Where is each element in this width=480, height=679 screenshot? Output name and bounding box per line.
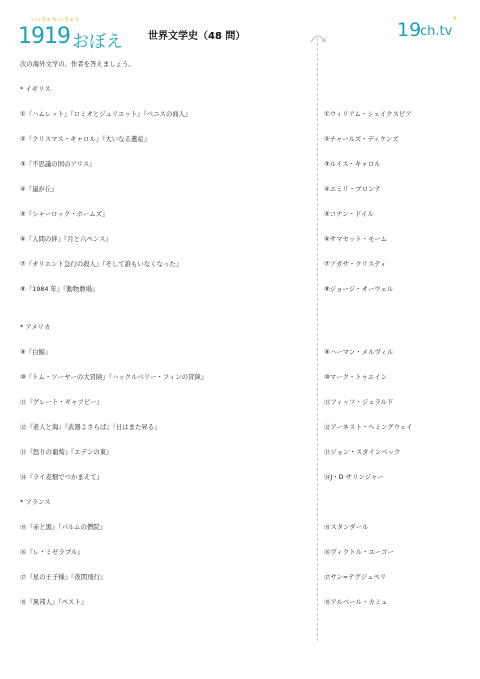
answer-row <box>324 397 393 406</box>
question-row <box>20 572 106 581</box>
question-text: 『怒りの葡萄』『エデンの東』 <box>26 448 113 456</box>
question-text: 『嵐が丘』 <box>25 185 58 193</box>
brand-suffix: ch.tv <box>420 24 453 39</box>
fold-line <box>317 38 318 641</box>
question-number: ⑭ <box>20 473 27 481</box>
oboe-logo <box>18 17 138 52</box>
answer-number: ③ <box>324 160 330 168</box>
answer-number: ⑩ <box>324 373 330 381</box>
question-number: ⑧ <box>20 285 26 293</box>
answer-text: スタンダール <box>330 523 369 531</box>
instruction-text: 次の海外文学の、作者を答えましょう。 <box>20 60 135 68</box>
answer-text: ウィリアム・シェイクスピア <box>329 110 412 118</box>
question-text: 『不思議の国のアリス』 <box>25 160 96 168</box>
question-number: ⑨ <box>20 348 26 356</box>
question-row <box>20 234 112 243</box>
answer-number: ② <box>324 135 330 143</box>
answer-row <box>324 472 384 481</box>
question-text: 『グレート・ギャツビー』 <box>26 398 103 406</box>
question-row <box>20 397 103 406</box>
logo-kana: おぼえ <box>72 32 123 52</box>
question-number: ④ <box>20 185 26 193</box>
answer-text: マーク・トゥエイン <box>329 373 388 381</box>
question-row <box>20 109 191 118</box>
answer-row <box>324 547 394 556</box>
answer-text: フィッツ・ジェラルド <box>330 398 394 406</box>
answer-row <box>324 572 386 581</box>
question-row <box>20 209 109 218</box>
question-row <box>20 347 51 356</box>
answer-number: ⑤ <box>324 210 330 218</box>
answer-row <box>324 159 380 168</box>
question-text: 『クリスマス・キャロル』『大いなる遺産』 <box>25 135 151 143</box>
answer-text: チャールズ・ディケンズ <box>329 135 399 143</box>
question-number: ⑩ <box>20 373 26 381</box>
question-number: ⑫ <box>20 423 27 431</box>
question-text: 『シャーロック・ホームズ』 <box>25 210 109 218</box>
answer-text: サマセット・モーム <box>329 235 387 243</box>
question-number: ⑱ <box>20 598 27 606</box>
answer-number: ⑧ <box>324 285 330 293</box>
question-row <box>20 159 96 168</box>
answer-row <box>324 372 387 381</box>
question-number: ⑯ <box>20 548 27 556</box>
answer-number: ⑫ <box>324 423 331 431</box>
question-row <box>20 184 58 193</box>
lightning-icon: ⚡ <box>452 14 458 23</box>
answer-number: ④ <box>324 185 330 193</box>
question-text: 『ライ麦畑でつかまえて』 <box>26 473 103 481</box>
question-text: 『星の王子様』『夜間飛行』 <box>26 573 107 581</box>
answer-row <box>324 347 393 356</box>
question-text: 『トム・ソーヤーの大冒険』『ハックルベリー・フィンの冒険』 <box>25 373 208 381</box>
answer-number: ⑮ <box>324 523 331 531</box>
question-text: 『レ・ミゼラブル』 <box>26 548 84 556</box>
question-row <box>20 472 103 481</box>
section-heading-france: * フランス <box>20 498 51 506</box>
answer-row <box>324 597 387 606</box>
brand-number: 19 <box>397 19 422 41</box>
question-row <box>20 522 106 531</box>
answer-row <box>324 522 368 531</box>
section-heading-uk: * イギリス <box>20 85 51 93</box>
answer-number: ⑪ <box>324 398 331 406</box>
answer-number: ⑯ <box>324 548 331 556</box>
question-text: 『オリエント急行の殺人』『そして誰もいなくなった』 <box>25 260 183 268</box>
answer-number: ⑭ <box>324 473 331 481</box>
question-text: 『老人と海』『武器よさらば』『日はまた昇る』 <box>26 423 161 431</box>
question-text: 『白鯨』 <box>25 348 52 356</box>
question-number: ⑥ <box>20 235 26 243</box>
answer-number: ⑱ <box>324 598 331 606</box>
answer-text: ジョージ・オーウェル <box>329 285 394 293</box>
question-row <box>20 284 98 293</box>
question-text: 『赤と黒』『パルムの僧院』 <box>26 523 107 531</box>
answer-row <box>324 284 393 293</box>
question-number: ⑦ <box>20 260 26 268</box>
logo-digits: 1919 <box>18 24 70 49</box>
answer-row <box>324 422 413 431</box>
question-number: ① <box>20 110 26 118</box>
answer-number: ⑰ <box>324 573 331 581</box>
question-number: ⑰ <box>20 573 27 581</box>
question-text: 『ハムレット』『ロミオとジュリエット』『ベニスの商人』 <box>25 110 192 118</box>
answer-number: ⑥ <box>324 235 330 243</box>
question-text: 『異邦人』『ペスト』 <box>26 598 88 606</box>
question-row <box>20 597 87 606</box>
fold-arrow-icon <box>309 32 327 44</box>
section-heading-usa: * アメリカ <box>20 323 51 331</box>
answer-text: アガサ・クリスティ <box>329 260 387 268</box>
question-number: ⑤ <box>20 210 26 218</box>
answer-text: ハーマン・メルヴィル <box>329 348 394 356</box>
page-title: 世界文学史（48 問） <box>148 31 246 42</box>
question-row <box>20 422 161 431</box>
answer-number: ⑬ <box>324 448 331 456</box>
brand-logo <box>397 14 465 44</box>
logo-ruby-1: いっきゅう <box>31 17 57 23</box>
question-number: ⑮ <box>20 523 27 531</box>
answer-text: アーネスト・ヘミングウェイ <box>330 423 413 431</box>
question-row <box>20 372 207 381</box>
answer-row <box>324 234 387 243</box>
question-row <box>20 547 84 556</box>
answer-row <box>324 447 400 456</box>
answer-row <box>324 134 399 143</box>
question-number: ⑬ <box>20 448 27 456</box>
answer-row <box>324 209 374 218</box>
answer-text: ルイス・キャロル <box>329 160 381 168</box>
answer-text: ジョン・スタインベック <box>330 448 401 456</box>
answer-number: ① <box>324 110 330 118</box>
answer-row <box>324 259 386 268</box>
logo-ruby-2: いっきゅう <box>54 17 80 23</box>
answer-text: J・D サリンジャー <box>330 473 384 481</box>
question-row <box>20 447 113 456</box>
answer-row <box>324 184 381 193</box>
question-number: ② <box>20 135 26 143</box>
question-number: ③ <box>20 160 26 168</box>
answer-number: ⑦ <box>324 260 330 268</box>
question-number: ⑪ <box>20 398 27 406</box>
question-row <box>20 259 182 268</box>
question-text: 『1984 年』『動物農場』 <box>25 285 99 293</box>
answer-text: サン=テグジュペリ <box>330 573 387 581</box>
answer-text: コナン・ドイル <box>329 210 374 218</box>
answer-text: アルベール・カミュ <box>330 598 388 606</box>
answer-number: ⑨ <box>324 348 330 356</box>
question-row <box>20 134 150 143</box>
answer-text: ヴィクトル・ユーゴー <box>330 548 394 556</box>
answer-row <box>324 109 412 118</box>
answer-text: エミリ・ブロンテ <box>329 185 381 193</box>
question-text: 『人間の絆』『月と六ペンス』 <box>25 235 112 243</box>
